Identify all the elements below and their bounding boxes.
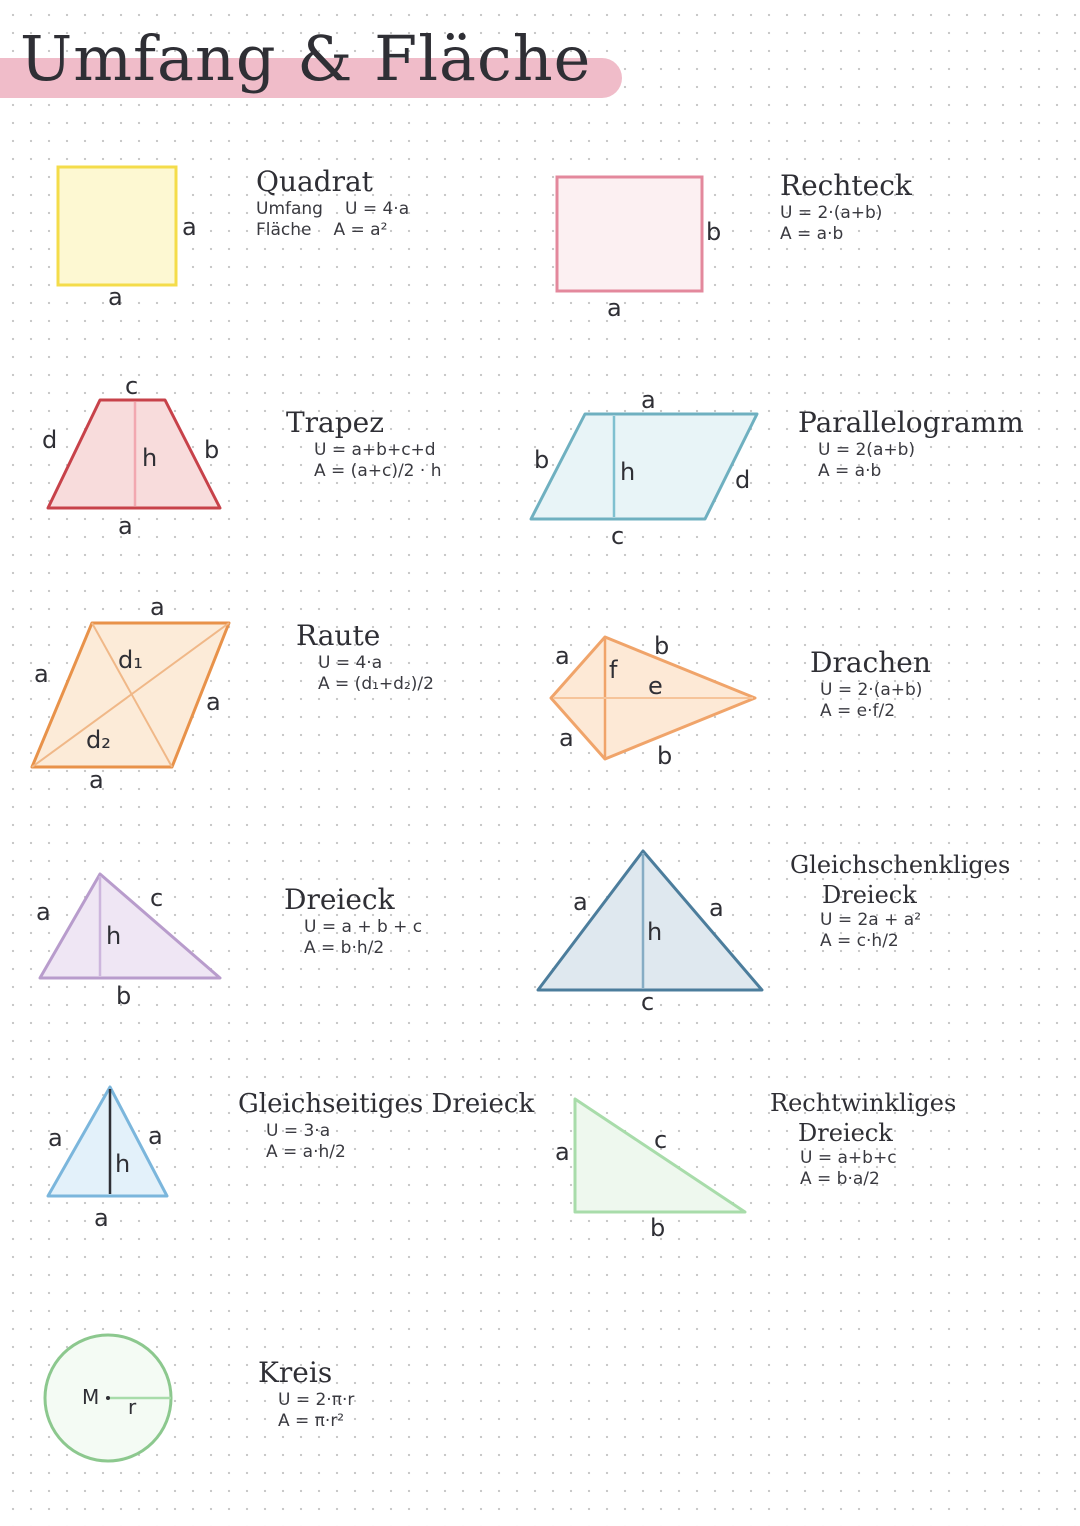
- trapez-name: Trapez: [286, 406, 384, 439]
- kreis-figure: [45, 1335, 171, 1461]
- drachen-label-f: f: [609, 656, 618, 684]
- rechtwinklig-flaeche-formula: A = b·a/2: [800, 1169, 880, 1190]
- parallelogramm-name: Parallelogramm: [798, 406, 1024, 439]
- parallelogramm-label-c: c: [611, 522, 625, 550]
- quadrat-shape: [58, 167, 176, 285]
- raute-figure: [32, 593, 229, 794]
- trapez-label-h: h: [142, 444, 158, 472]
- rechteck-figure: [557, 177, 721, 322]
- parallelogramm-text: [798, 405, 1024, 483]
- rechtwinklig-label-c: c: [654, 1126, 668, 1154]
- rechtwinklig-text: [770, 1088, 956, 1191]
- rechteck-umfang-formula: U = 2·(a+b): [780, 203, 883, 223]
- rechteck-shape: [557, 177, 702, 291]
- kreis-label-m: M: [82, 1385, 100, 1409]
- gleichschenklig-name-line1: Gleichschenkliges: [790, 851, 1011, 879]
- gleichschenklig-label-h: h: [647, 918, 663, 946]
- kreis-label-r: r: [128, 1395, 137, 1419]
- parallelogramm-umfang-formula: U = 2(a+b): [818, 440, 916, 460]
- gleichseitig-label-h: h: [115, 1150, 131, 1178]
- kreis-text: [258, 1355, 354, 1433]
- parallelogramm-flaeche-formula: A = a·b: [818, 461, 882, 482]
- gleichseitig-umfang-formula: U = 3·a: [266, 1120, 331, 1141]
- quadrat-name: Quadrat: [256, 165, 373, 198]
- drachen-text: [810, 645, 931, 723]
- drachen-label-a1: a: [555, 642, 570, 670]
- quadrat-text: [256, 164, 409, 242]
- quadrat-figure: [58, 167, 197, 311]
- raute-label-d2: d₂: [86, 726, 111, 754]
- gleichschenklig-flaeche-formula: A = c·h/2: [820, 931, 899, 952]
- dreieck-label-c: c: [150, 884, 164, 912]
- dreieck-flaeche-formula: A = b·h/2: [304, 938, 385, 959]
- rechtwinklig-shape: [575, 1099, 745, 1212]
- raute-flaeche-formula: A = (d₁+d₂)/2: [318, 674, 434, 695]
- rechteck-flaeche-formula: A = a·b: [780, 224, 844, 245]
- gleichseitig-name: Gleichseitiges Dreieck: [238, 1089, 535, 1119]
- rechteck-name: Rechteck: [780, 169, 912, 202]
- raute-umfang-formula: U = 4·a: [318, 653, 383, 673]
- kreis-flaeche-formula: A = π·r²: [278, 1411, 345, 1432]
- quadrat-label-right: a: [182, 213, 197, 241]
- quadrat-flaeche-row: [256, 220, 409, 241]
- parallelogramm-label-b: b: [534, 446, 550, 474]
- page-title: Umfang & Fläche: [20, 22, 592, 95]
- rechtwinklig-figure: [555, 1099, 745, 1242]
- raute-label-bottom: a: [89, 766, 104, 794]
- rechtwinklig-label-b: b: [650, 1214, 666, 1242]
- dreieck-text: [284, 882, 422, 960]
- drachen-name: Drachen: [810, 646, 931, 679]
- gleichseitig-label-a2: a: [148, 1122, 163, 1150]
- trapez-umfang-formula: U = a+b+c+d: [314, 440, 436, 460]
- gleichseitig-label-a3: a: [94, 1204, 109, 1232]
- parallelogramm-figure: [531, 386, 757, 550]
- dreieck-label-b: b: [116, 982, 132, 1010]
- dreieck-label-h: h: [106, 922, 122, 950]
- gleichschenklig-text: [790, 850, 1010, 953]
- gleichseitig-flaeche-formula: A = a·h/2: [266, 1141, 346, 1162]
- quadrat-label-bottom: a: [108, 283, 123, 311]
- rechtwinklig-umfang-formula: U = a+b+c: [800, 1148, 897, 1168]
- rechtwinklig-name-line2: Dreieck: [798, 1119, 893, 1147]
- gleichschenklig-umfang-formula: U = 2a + a²: [820, 910, 922, 930]
- raute-label-left: a: [34, 660, 49, 688]
- parallelogramm-shape: [531, 414, 757, 519]
- drachen-label-e: e: [648, 672, 663, 700]
- gleichschenklig-figure: [538, 851, 762, 1016]
- drachen-figure: [551, 632, 755, 770]
- raute-label-top: a: [150, 593, 165, 621]
- rechtwinklig-label-a: a: [555, 1138, 570, 1166]
- rechtwinklig-name-line1: Rechtwinkliges: [770, 1089, 957, 1117]
- gleichseitig-label-a1: a: [48, 1124, 63, 1152]
- trapez-label-c: c: [125, 372, 139, 400]
- trapez-label-d: d: [42, 426, 58, 454]
- raute-label-d1: d₁: [118, 646, 143, 674]
- drachen-umfang-formula: U = 2·(a+b): [820, 680, 923, 700]
- dreieck-figure: [36, 874, 220, 1010]
- parallelogramm-label-a: a: [641, 386, 656, 414]
- rechteck-text: [780, 168, 912, 246]
- dreieck-label-a: a: [36, 898, 51, 926]
- dreieck-name: Dreieck: [284, 883, 395, 916]
- dreieck-shape: [40, 874, 220, 978]
- parallelogramm-label-d: d: [735, 466, 751, 494]
- dreieck-umfang-formula: U = a + b + c: [304, 917, 423, 937]
- rechteck-label-a: a: [607, 294, 622, 322]
- gleichschenklig-label-c: c: [641, 988, 655, 1016]
- gleichseitig-text: [238, 1088, 534, 1163]
- drachen-label-b2: b: [657, 742, 673, 770]
- trapez-label-a: a: [118, 512, 133, 540]
- gleichschenklig-label-a1: a: [573, 888, 588, 916]
- drachen-label-a2: a: [559, 724, 574, 752]
- gleichseitig-figure: [48, 1087, 167, 1232]
- parallelogramm-label-h: h: [620, 458, 636, 486]
- quadrat-umfang-row: [256, 199, 409, 220]
- quadrat-flaeche-label: Fläche: [256, 220, 312, 241]
- quadrat-umfang-label: Umfang: [256, 199, 323, 219]
- raute-label-right: a: [206, 688, 221, 716]
- gleichschenklig-label-a2: a: [709, 894, 724, 922]
- raute-name: Raute: [296, 619, 381, 652]
- trapez-flaeche-formula: A = (a+c)/2 · h: [314, 461, 442, 482]
- drachen-label-b1: b: [654, 632, 670, 660]
- quadrat-umfang-formula: U = 4·a: [344, 199, 410, 219]
- trapez-text: [286, 405, 441, 483]
- kreis-umfang-formula: U = 2·π·r: [278, 1390, 355, 1410]
- quadrat-flaeche-formula: A = a²: [333, 220, 388, 241]
- trapez-figure: [42, 372, 220, 540]
- gleichschenklig-name-line2: Dreieck: [822, 881, 917, 909]
- drachen-flaeche-formula: A = e·f/2: [820, 701, 896, 722]
- rechteck-label-b: b: [706, 218, 722, 246]
- kreis-name: Kreis: [258, 1356, 333, 1389]
- trapez-label-b: b: [204, 436, 220, 464]
- kreis-center-point: [106, 1396, 110, 1400]
- raute-text: [296, 618, 434, 696]
